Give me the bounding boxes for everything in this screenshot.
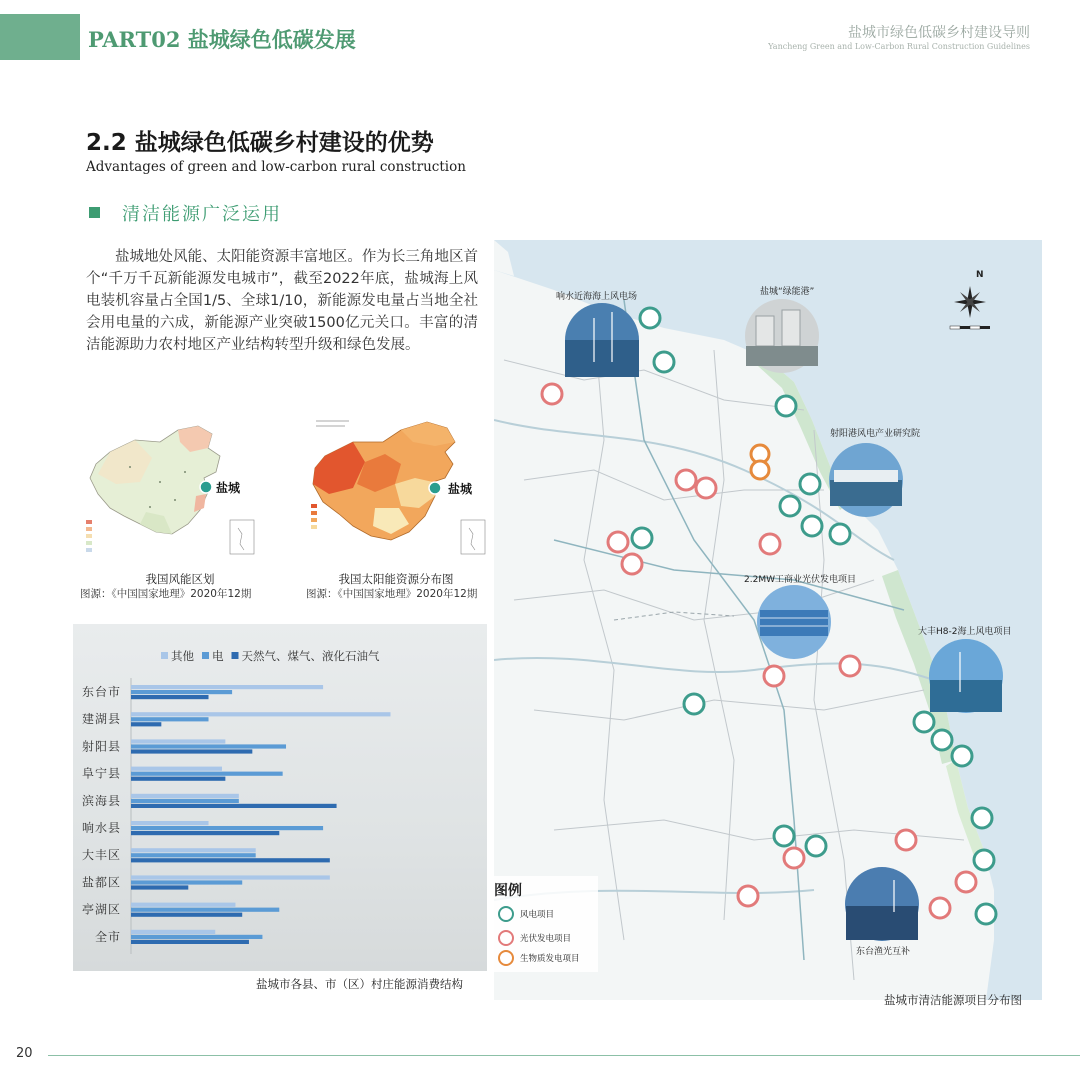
wind-zoning-map bbox=[80, 412, 260, 562]
solar-resource-map bbox=[305, 412, 490, 562]
category-label: 东台市 bbox=[81, 685, 121, 699]
subheading: 清洁能源广泛运用 bbox=[122, 204, 282, 225]
bar bbox=[131, 875, 330, 879]
legend-wind-label: 风电项目 bbox=[520, 910, 555, 920]
bar bbox=[131, 858, 330, 862]
bar bbox=[131, 799, 239, 803]
section-subtitle: Advantages of green and low-carbon rural construction bbox=[86, 159, 466, 175]
map-legend-title: 图例 bbox=[494, 883, 522, 899]
compass-icon bbox=[954, 278, 984, 308]
bar bbox=[131, 935, 262, 939]
category-label: 滨海县 bbox=[81, 793, 121, 808]
bar bbox=[131, 712, 390, 716]
legend-biomass-label: 生物质发电项目 bbox=[520, 954, 580, 964]
solar-map-city-label: 盐城 bbox=[448, 482, 473, 496]
legend-swatch bbox=[161, 652, 168, 659]
category-label: 亭湖区 bbox=[81, 902, 121, 917]
solar-project-icon bbox=[499, 931, 513, 945]
bar bbox=[131, 853, 256, 857]
bar bbox=[131, 831, 279, 835]
solar-map-source: 图源：《中国国家地理》2020年12期 bbox=[306, 588, 478, 600]
wind-map-city-label: 盐城 bbox=[216, 481, 241, 495]
bar bbox=[131, 772, 283, 776]
category-label: 响水县 bbox=[81, 821, 121, 835]
bar bbox=[131, 903, 235, 907]
bar bbox=[131, 794, 239, 798]
bar bbox=[131, 767, 222, 771]
chart-caption: 盐城市各县、市（区）村庄能源消费结构 bbox=[256, 977, 463, 991]
bar bbox=[131, 744, 286, 748]
legend-label: 天然气、煤气、液化石油气 bbox=[241, 649, 380, 663]
legend-solar-label: 光伏发电项目 bbox=[520, 934, 572, 944]
legend-swatch bbox=[202, 652, 209, 659]
bar bbox=[131, 940, 249, 944]
bar bbox=[131, 821, 209, 825]
project-label-green-energy-port: 盐城“绿能港” bbox=[760, 287, 815, 297]
bar bbox=[131, 777, 225, 781]
bar bbox=[131, 930, 215, 934]
bar bbox=[131, 690, 232, 694]
bar bbox=[131, 913, 242, 917]
bar bbox=[131, 885, 188, 889]
energy-consumption-chart bbox=[73, 624, 487, 971]
wind-map-caption: 我国风能区划 bbox=[145, 572, 215, 586]
section-title: 2.2 盐城绿色低碳乡村建设的优势 bbox=[86, 130, 434, 156]
wind-project-icon bbox=[499, 907, 513, 921]
category-label: 全市 bbox=[94, 929, 121, 944]
footer-rule bbox=[48, 1055, 1080, 1056]
category-label: 阜宁县 bbox=[81, 766, 121, 781]
project-label-dafeng: 大丰H8-2海上风电项目 bbox=[918, 627, 1012, 637]
intro-paragraph: 盐城地处风能、太阳能资源丰富地区。作为长三角地区首个“千万千瓦新能源发电城市”，截至2022年底，盐城海上风电装机容量占全国1/5、全球1/10，新能源发电量占当地全社会用电量的六成，新能源产业突破1500亿元关口。丰富的清洁能源助力农村地区产业结构转型升级和绿色发展。 bbox=[86, 249, 478, 353]
part-title: PART02 盐城绿色低碳发展 bbox=[88, 27, 356, 52]
category-label: 射阳县 bbox=[81, 739, 121, 754]
compass-north-label: N bbox=[976, 270, 984, 280]
bar bbox=[131, 717, 209, 721]
page-number: 20 bbox=[16, 1046, 33, 1061]
bar bbox=[131, 749, 252, 753]
category-label: 盐都区 bbox=[81, 875, 121, 890]
bar bbox=[131, 695, 209, 699]
legend-label: 其他 bbox=[171, 649, 194, 663]
project-label-xiangshui: 响水近海海上风电场 bbox=[556, 292, 638, 302]
category-label: 大丰区 bbox=[81, 848, 121, 863]
wind-map-source: 图源：《中国国家地理》2020年12期 bbox=[80, 588, 252, 600]
map-caption: 盐城市清洁能源项目分布图 bbox=[884, 993, 1022, 1007]
bar bbox=[131, 826, 323, 830]
clean-energy-project-map bbox=[494, 240, 1042, 1000]
bar bbox=[131, 908, 279, 912]
subheading-bullet bbox=[89, 207, 100, 218]
bar bbox=[131, 880, 242, 884]
legend-swatch bbox=[232, 652, 239, 659]
category-label: 建湖县 bbox=[81, 712, 121, 727]
bar bbox=[131, 722, 161, 726]
project-label-pv: 2.2MW工商业光伏发电项目 bbox=[744, 575, 856, 585]
bar bbox=[131, 739, 225, 743]
bar bbox=[131, 685, 323, 689]
chart-canvas bbox=[73, 624, 487, 971]
legend-label: 电 bbox=[212, 649, 224, 663]
bar bbox=[131, 804, 337, 808]
project-label-dongtai: 东台渔光互补 bbox=[856, 947, 911, 957]
biomass-project-icon bbox=[499, 951, 513, 965]
project-label-sheyang: 射阳港风电产业研究院 bbox=[830, 429, 921, 439]
header-accent-band bbox=[0, 14, 80, 60]
guide-title-cn: 盐城市绿色低碳乡村建设导则 bbox=[848, 25, 1030, 41]
guide-title-en: Yancheng Green and Low-Carbon Rural Construction Guidelines bbox=[768, 42, 1030, 51]
bar bbox=[131, 848, 256, 852]
solar-map-caption: 我国太阳能资源分布图 bbox=[338, 572, 454, 586]
